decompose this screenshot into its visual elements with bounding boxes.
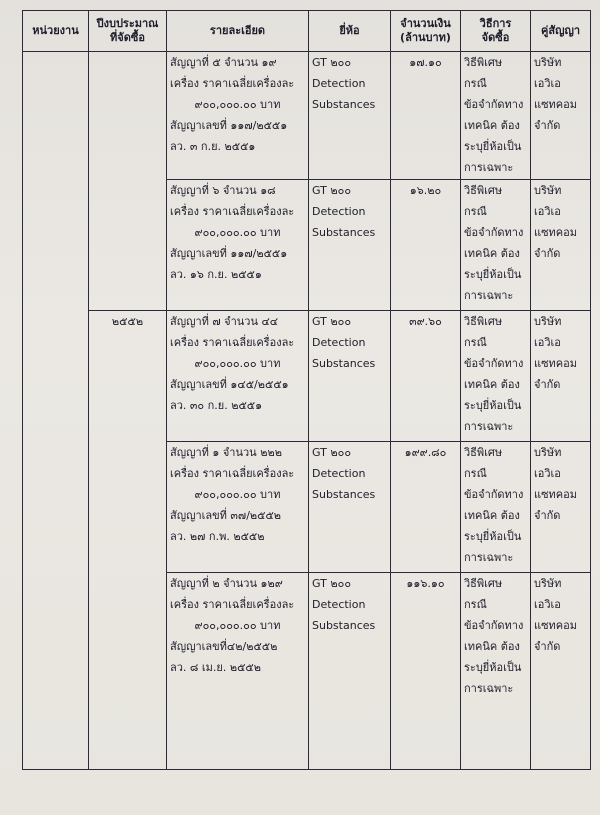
detail-line: สัญญาเลขที่ ๓๗/๒๕๕๒ xyxy=(170,509,282,522)
detail-line: ลว. ๒๗ ก.พ. ๒๕๕๒ xyxy=(170,530,265,543)
agency-cell xyxy=(23,52,89,770)
amount-cell: ๑๙๙.๘๐ xyxy=(391,442,461,573)
brand-cell: GT ๒๐๐ Detection Substances xyxy=(309,573,391,770)
detail-line: เครื่อง ราคาเฉลี่ยเครื่องละ xyxy=(170,467,295,480)
contractor-cell: บริษัท เอวิเอ แซทคอม จำกัด xyxy=(531,180,591,311)
header-brand: ยี่ห้อ xyxy=(309,11,391,52)
detail-line: สัญญาที่ ๒ จำนวน ๑๒๙ xyxy=(170,577,283,590)
method-cell: วิธีพิเศษ กรณี ข้อจำกัดทาง เทคนิค ต้อง ระบุยี่ห้อเป็น การเฉพาะ xyxy=(461,573,531,770)
table-row xyxy=(23,311,591,442)
brand-cell: GT ๒๐๐ Detection Substances xyxy=(309,311,391,442)
detail-line: สัญญาที่ ๕ จำนวน ๑๙ xyxy=(170,56,277,69)
method-cell: วิธีพิเศษ กรณี ข้อจำกัดทาง เทคนิค ต้อง ระบุยี่ห้อเป็น การเฉพาะ xyxy=(461,311,531,442)
detail-line: ๙๐๐,๐๐๐.๐๐ บาท xyxy=(194,619,281,632)
table-row xyxy=(23,52,591,180)
header-row xyxy=(23,11,591,52)
detail-line: ลว. ๘ เม.ย. ๒๕๕๒ xyxy=(170,661,261,674)
header-details: รายละเอียด xyxy=(167,11,309,52)
header-method: วิธีการ จัดซื้อ xyxy=(461,11,531,52)
detail-line: สัญญาที่ ๑ จำนวน ๒๒๒ xyxy=(170,446,282,459)
detail-line: สัญญาเลขที่ ๑๔๕/๒๕๕๑ xyxy=(170,378,289,391)
details-cell xyxy=(167,442,309,573)
amount-cell: ๑๖.๒๐ xyxy=(391,180,461,311)
detail-line: เครื่อง ราคาเฉลี่ยเครื่องละ xyxy=(170,336,295,349)
contractor-cell: บริษัท เอวิเอ แซทคอม จำกัด xyxy=(531,311,591,442)
header-fiscal-year: ปีงบประมาณ ที่จัดซื้อ xyxy=(89,11,167,52)
brand-cell: GT ๒๐๐ Detection Substances xyxy=(309,442,391,573)
method-cell: วิธีพิเศษ กรณี ข้อจำกัดทาง เทคนิค ต้อง ระบุยี่ห้อเป็น การเฉพาะ xyxy=(461,442,531,573)
detail-line: สัญญาที่ ๖ จำนวน ๑๘ xyxy=(170,184,276,197)
detail-line: สัญญาเลขที่ ๑๑๗/๒๕๕๑ xyxy=(170,119,288,132)
detail-line: ๙๐๐,๐๐๐.๐๐ บาท xyxy=(194,357,281,370)
details-cell xyxy=(167,52,309,180)
detail-line: เครื่อง ราคาเฉลี่ยเครื่องละ xyxy=(170,598,295,611)
contractor-cell: บริษัท เอวิเอ แซทคอม จำกัด xyxy=(531,573,591,770)
brand-cell: GT ๒๐๐ Detection Substances xyxy=(309,52,391,180)
procurement-table xyxy=(22,10,591,770)
brand-cell: GT ๒๐๐ Detection Substances xyxy=(309,180,391,311)
method-cell: วิธีพิเศษ กรณี ข้อจำกัดทาง เทคนิค ต้อง ระบุยี่ห้อเป็น การเฉพาะ xyxy=(461,180,531,311)
amount-cell: ๓๙.๖๐ xyxy=(391,311,461,442)
details-cell xyxy=(167,573,309,770)
header-contractor: คู่สัญญา xyxy=(531,11,591,52)
contractor-cell: บริษัท เอวิเอ แซทคอม จำกัด xyxy=(531,52,591,180)
details-cell xyxy=(167,311,309,442)
detail-line: เครื่อง ราคาเฉลี่ยเครื่องละ xyxy=(170,205,295,218)
detail-line: ลว. ๑๖ ก.ย. ๒๕๕๑ xyxy=(170,268,262,281)
details-cell xyxy=(167,180,309,311)
detail-line: ๙๐๐,๐๐๐.๐๐ บาท xyxy=(194,488,281,501)
method-cell: วิธีพิเศษ กรณี ข้อจำกัดทาง เทคนิค ต้อง ระบุยี่ห้อเป็น การเฉพาะ xyxy=(461,52,531,180)
detail-line: ลว. ๓๐ ก.ย. ๒๕๕๑ xyxy=(170,399,263,412)
fiscal-year-cell: ๒๕๕๒ xyxy=(89,311,167,770)
detail-line: เครื่อง ราคาเฉลี่ยเครื่องละ xyxy=(170,77,295,90)
contractor-cell: บริษัท เอวิเอ แซทคอม จำกัด xyxy=(531,442,591,573)
detail-line: สัญญาที่ ๗ จำนวน ๔๔ xyxy=(170,315,279,328)
detail-line: สัญญาเลขที่๔๒/๒๕๕๒ xyxy=(170,640,278,653)
detail-line: สัญญาเลขที่ ๑๑๗/๒๕๕๑ xyxy=(170,247,288,260)
fiscal-year-cell xyxy=(89,52,167,311)
header-amount: จำนวนเงิน (ล้านบาท) xyxy=(391,11,461,52)
amount-cell: ๑๑๖.๑๐ xyxy=(391,573,461,770)
detail-line: ๙๐๐,๐๐๐.๐๐ บาท xyxy=(194,226,281,239)
detail-line: ๙๐๐,๐๐๐.๐๐ บาท xyxy=(194,98,281,111)
header-agency: หน่วยงาน xyxy=(23,11,89,52)
detail-line: ลว. ๓ ก.ย. ๒๕๕๑ xyxy=(170,140,256,153)
amount-cell: ๑๗.๑๐ xyxy=(391,52,461,180)
